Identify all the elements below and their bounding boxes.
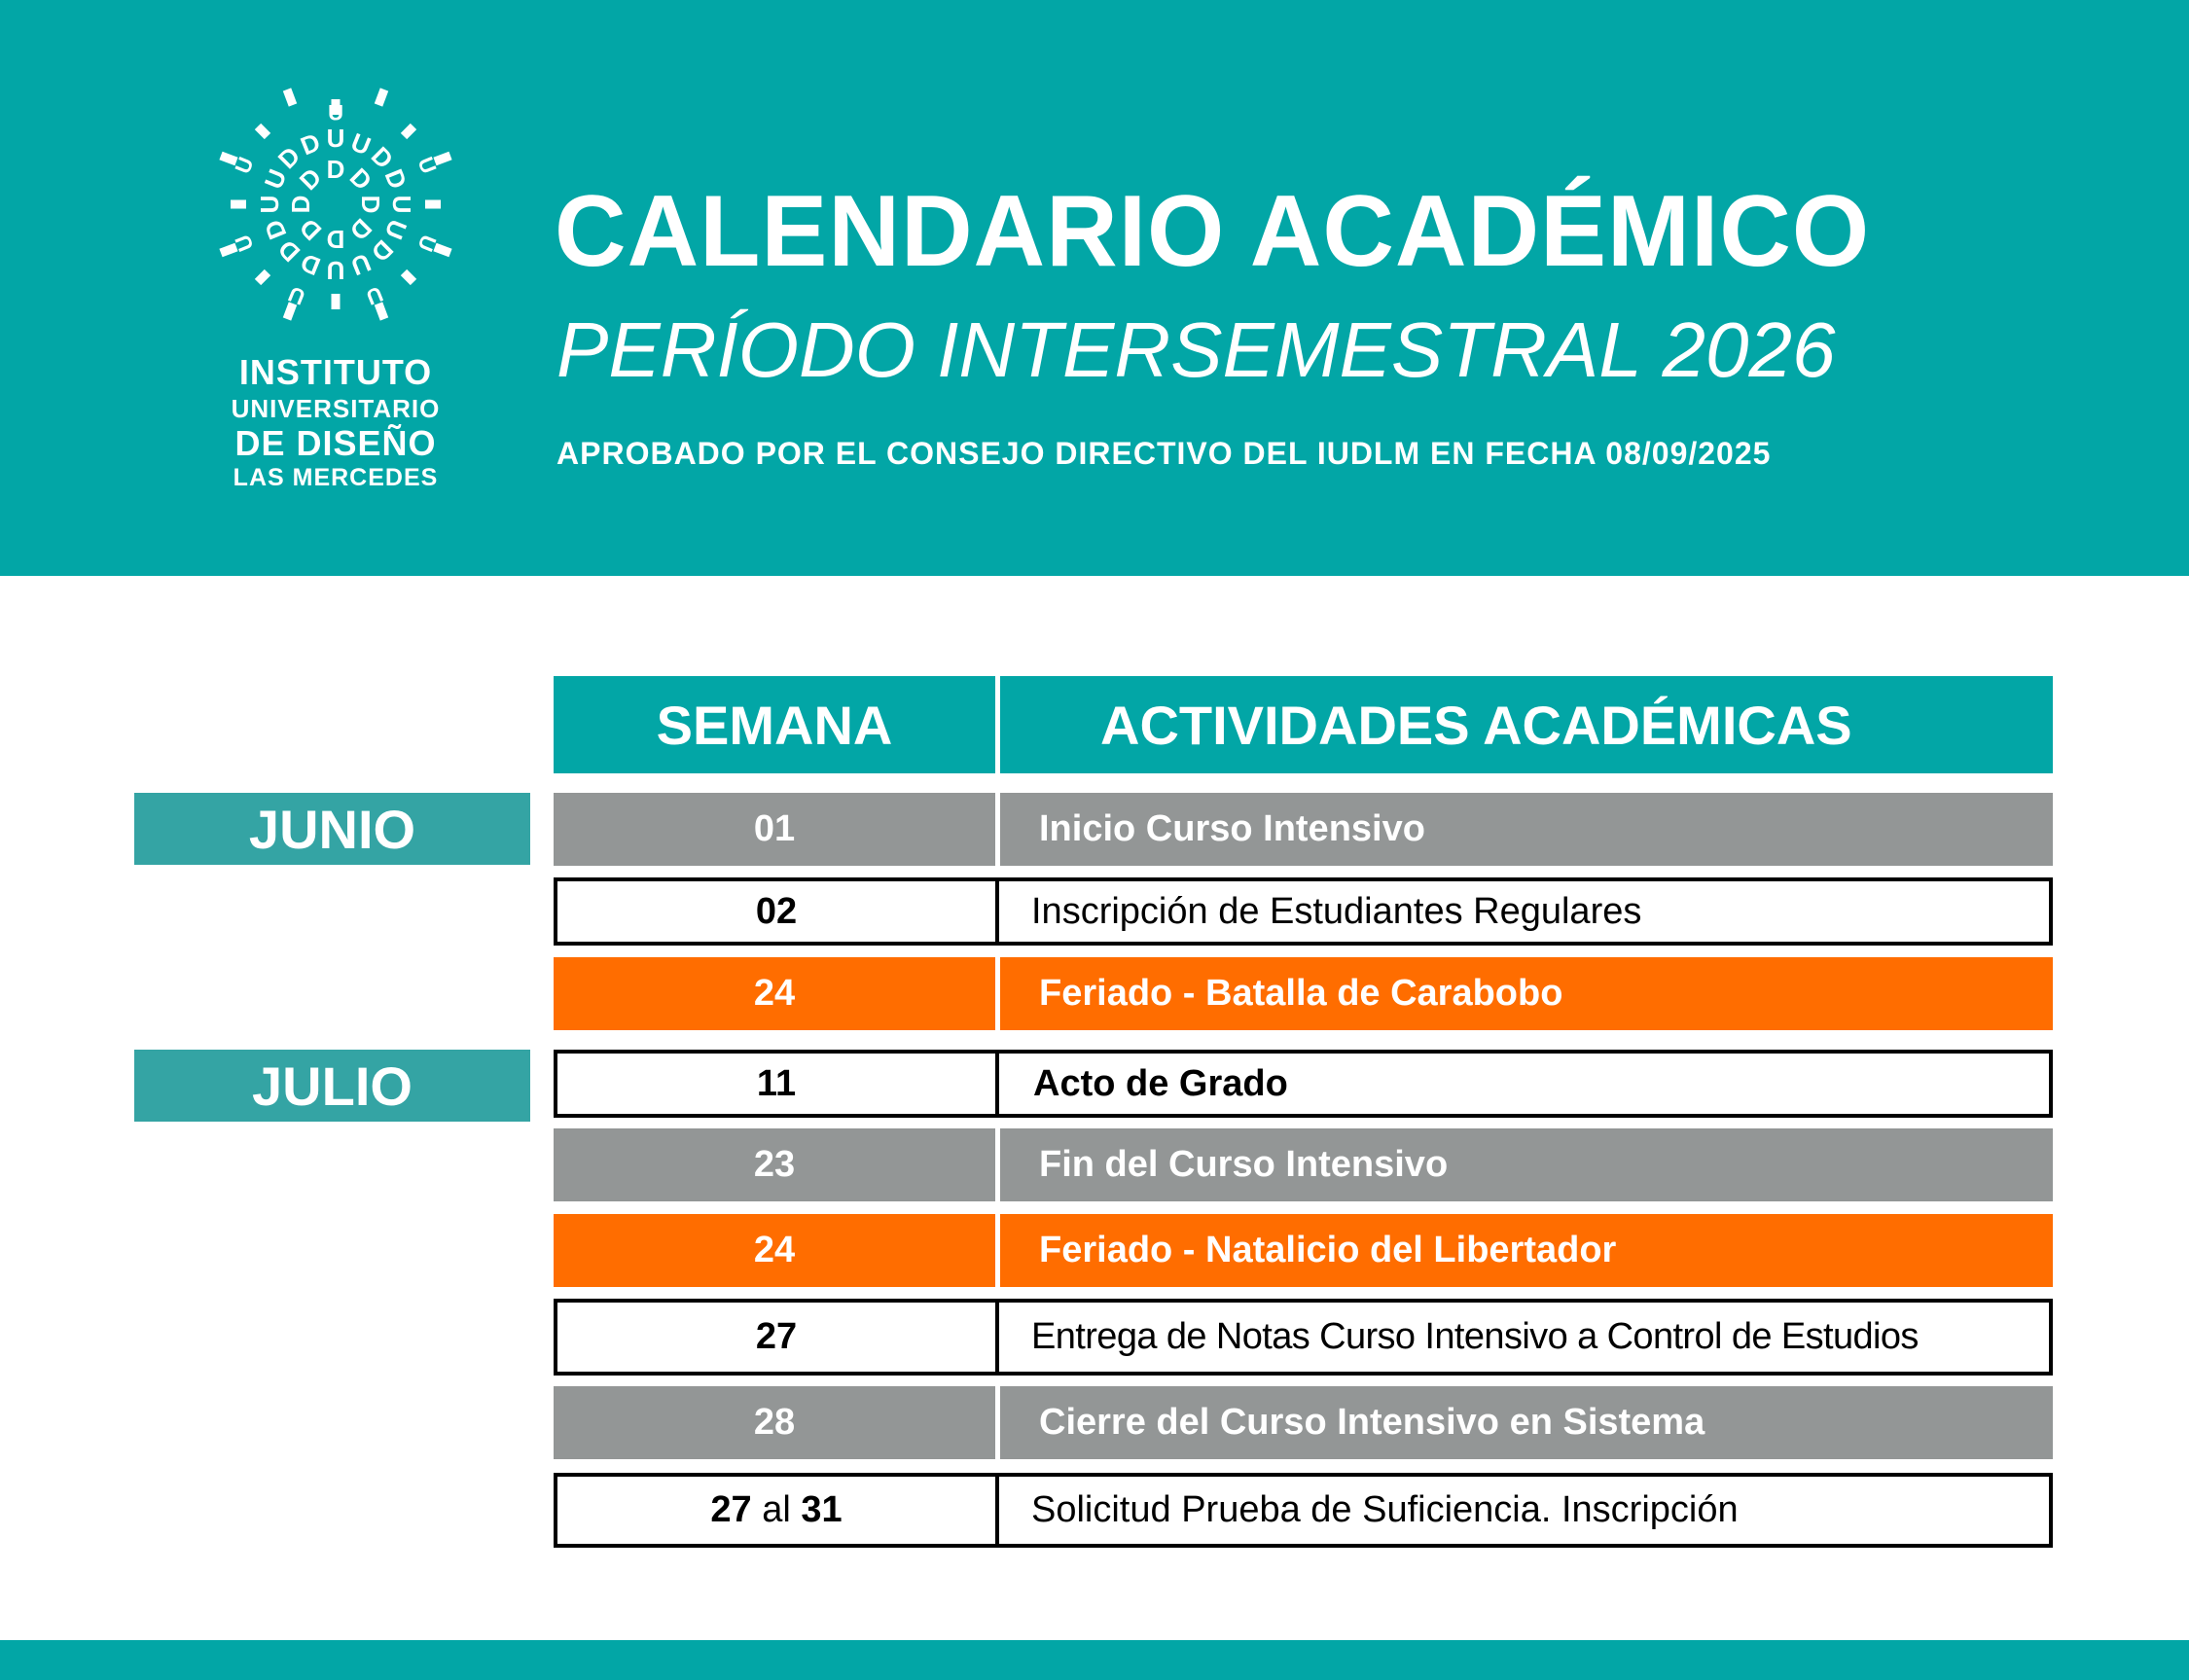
svg-text:D: D — [343, 161, 378, 197]
week-value: 11 — [756, 1062, 797, 1104]
svg-text:U: U — [378, 215, 413, 244]
institution-line-1: INSTITUTO — [238, 352, 433, 392]
table-row-activity — [999, 1054, 2049, 1114]
institution-name — [185, 352, 486, 492]
table-row-week — [557, 1054, 995, 1114]
table-row-activity — [999, 881, 2049, 942]
month-label-text: JULIO — [252, 1054, 413, 1117]
month-label-junio — [134, 793, 530, 865]
activity-text: Feriado - Natalicio del Libertador — [1039, 1230, 1617, 1270]
table-row-week — [554, 793, 995, 866]
week-range-to: 31 — [801, 1489, 843, 1530]
activity-text: Entrega de Notas Curso Intensivo a Control de Estudios — [1031, 1316, 1919, 1357]
column-header-actividades-label: ACTIVIDADES ACADÉMICAS — [1100, 694, 1852, 756]
table-row — [554, 1299, 2053, 1376]
column-header-semana — [554, 676, 995, 773]
svg-text:D: D — [258, 215, 293, 244]
svg-text:U: U — [346, 247, 376, 282]
svg-text:U: U — [328, 100, 343, 125]
table-row-week — [554, 957, 995, 1030]
month-label-julio — [134, 1050, 530, 1122]
table-row — [554, 1050, 2053, 1118]
table-row-activity — [1000, 1128, 2053, 1201]
week-range-separator: al — [762, 1489, 791, 1530]
svg-text:U: U — [284, 281, 309, 310]
footer-band — [0, 1640, 2189, 1680]
table-row-activity — [1000, 957, 2053, 1030]
svg-text:D: D — [286, 195, 315, 214]
table-row-activity — [1000, 793, 2053, 866]
week-value: 24 — [753, 1230, 796, 1270]
table-row-week — [557, 1303, 995, 1372]
week-value: 01 — [753, 808, 796, 849]
svg-text:U: U — [362, 281, 387, 310]
svg-text:D: D — [365, 140, 400, 175]
week-value: 28 — [753, 1402, 796, 1443]
svg-text:D: D — [365, 233, 400, 268]
table-row-week — [554, 1128, 995, 1201]
svg-text:D: D — [293, 161, 328, 197]
svg-text:U: U — [326, 256, 345, 285]
activity-text: Inicio Curso Intensivo — [1039, 808, 1425, 849]
svg-text:D: D — [343, 212, 378, 247]
column-header-semana-label: SEMANA — [656, 694, 893, 756]
svg-text:U: U — [346, 126, 376, 161]
institution-logo-icon — [199, 78, 472, 331]
activity-text: Fin del Curso Intensivo — [1039, 1144, 1449, 1185]
table-row-activity — [1000, 1214, 2053, 1287]
month-label-text: JUNIO — [248, 798, 416, 860]
table-row-activity — [999, 1303, 2049, 1372]
week-value: 27 — [755, 1316, 798, 1357]
institution-line-3: DE DISEÑO — [234, 423, 437, 463]
table-row-week — [554, 1214, 995, 1287]
svg-text:U: U — [255, 195, 284, 214]
week-range-from: 27 — [710, 1489, 752, 1530]
activity-text: Solicitud Prueba de Suficiencia. Inscripción — [1031, 1489, 1739, 1530]
week-value: 02 — [755, 890, 798, 932]
svg-text:D: D — [293, 212, 328, 247]
svg-text:U: U — [230, 231, 259, 256]
svg-text:U: U — [230, 153, 259, 178]
svg-text:D: D — [296, 247, 325, 282]
svg-text:U: U — [387, 195, 416, 214]
table-row — [554, 1473, 2053, 1548]
svg-text:U: U — [326, 124, 345, 153]
page-title: CALENDARIO ACADÉMICO — [555, 175, 1871, 288]
table-row-week — [554, 1386, 995, 1459]
institution-line-4: LAS MERCEDES — [233, 464, 439, 491]
week-value: 23 — [753, 1144, 796, 1185]
table-row-activity — [1000, 1386, 2053, 1459]
week-range — [710, 1489, 842, 1531]
svg-text:U: U — [258, 164, 293, 194]
svg-text:D: D — [326, 155, 345, 184]
svg-text:D: D — [378, 164, 413, 194]
table-row-week — [557, 881, 995, 942]
svg-text:D: D — [296, 126, 325, 161]
activity-text: Feriado - Batalla de Carabobo — [1039, 973, 1563, 1014]
institution-line-2: UNIVERSITARIO — [231, 394, 441, 423]
header-banner — [0, 0, 2189, 576]
activity-text: Inscripción de Estudiantes Regulares — [1031, 890, 1642, 932]
page-subtitle: PERÍODO INTERSEMESTRAL 2026 — [556, 306, 1836, 393]
column-header-actividades — [1000, 676, 2053, 773]
svg-text:U: U — [413, 231, 442, 256]
approval-note: APROBADO POR EL CONSEJO DIRECTIVO DEL IUDLM EN FECHA 08/09/2025 — [556, 436, 1772, 471]
svg-text:D: D — [326, 225, 345, 254]
table-row-week — [557, 1477, 995, 1544]
activity-text: Acto de Grado — [1033, 1062, 1288, 1104]
svg-text:U: U — [413, 153, 442, 178]
svg-text:D: D — [271, 140, 306, 175]
table-row — [554, 877, 2053, 946]
week-value: 24 — [753, 973, 796, 1014]
activity-text: Cierre del Curso Intensivo en Sistema — [1039, 1402, 1705, 1443]
svg-text:D: D — [356, 195, 385, 214]
svg-text:D: D — [271, 233, 306, 268]
table-row-activity — [999, 1477, 2049, 1544]
